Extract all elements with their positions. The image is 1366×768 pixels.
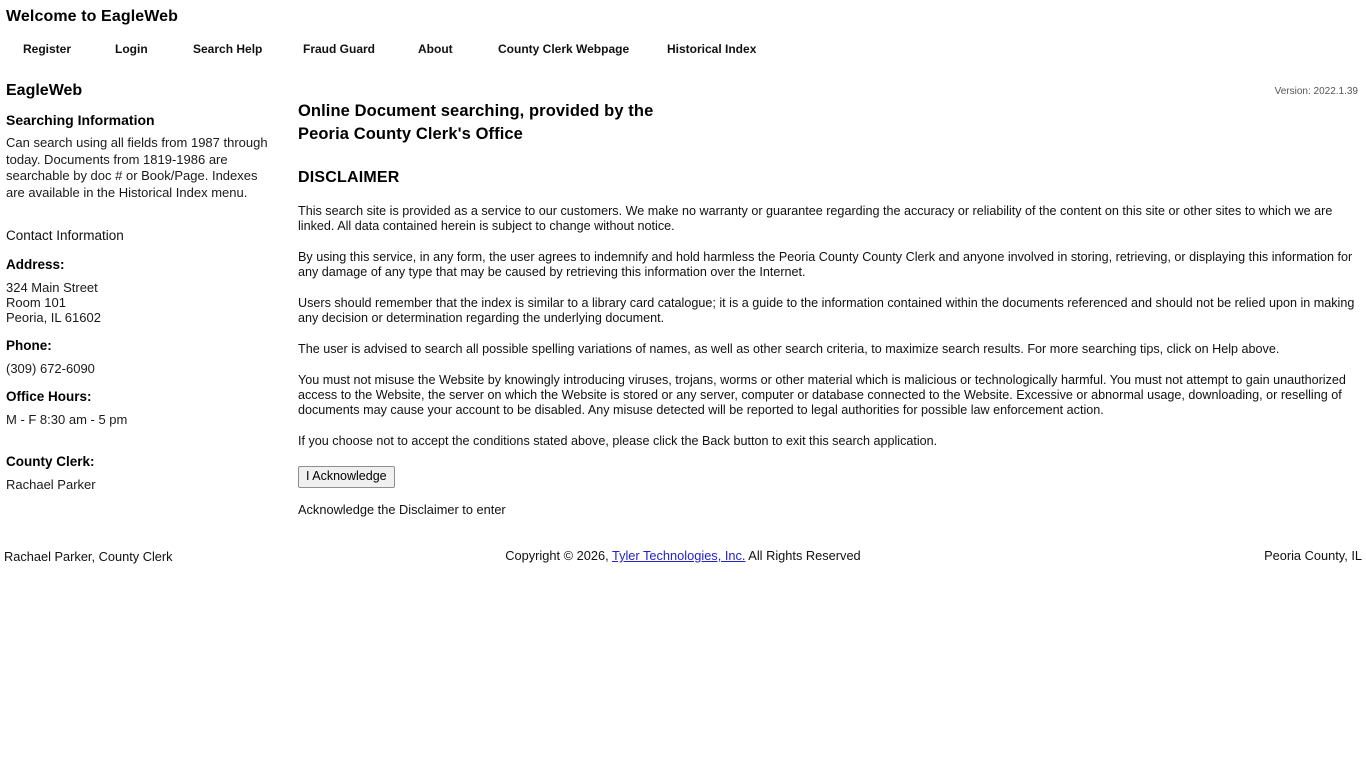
footer [0,548,1366,572]
main-title-line-1: Online Document searching, provided by the [298,102,654,120]
phone-value: (309) 672-6090 [6,361,95,376]
office-hours-label: Office Hours: [6,389,92,404]
nav-item-register[interactable]: Register [23,42,72,56]
office-hours-value: M - F 8:30 am - 5 pm [6,412,128,427]
page-title: Welcome to EagleWeb [6,8,179,25]
searching-information-heading: Searching Information [6,112,155,128]
main-nav [0,42,1366,62]
nav-item-county-clerk-webpage[interactable]: County Clerk Webpage [498,42,630,56]
tyler-technologies-link[interactable]: Tyler Technologies, Inc. [611,548,746,563]
footer-copyright [0,548,1366,563]
disclaimer-heading: DISCLAIMER [298,169,400,186]
address-label: Address: [6,257,65,272]
nav-item-login[interactable]: Login [115,42,148,56]
nav-item-historical-index[interactable]: Historical Index [667,42,757,56]
nav-item-search-help[interactable]: Search Help [193,42,263,56]
i-acknowledge-button[interactable]: I Acknowledge [298,466,395,488]
disclaimer-paragraph: By using this service, in any form, the user agrees to indemnify and hold harmless the Peoria County County Clerk and anyone involved in storing, retrieving, or displaying this information for any damage of any type that may be caused by retrieving this information over the Internet. [298,250,1353,279]
sidebar-spacer [0,427,290,441]
address-line-3: Peoria, IL 61602 [6,310,101,325]
sidebar [0,80,290,492]
disclaimer-paragraph: The user is advised to search all possible spelling variations of names, as well as other search criteria, to maximize search results. For more searching tips, click on Help above. [298,342,1280,356]
county-clerk-label: County Clerk: [6,454,95,469]
searching-information-body: Can search using all fields from 1987 through today. Documents from 1819-1986 are searchable by doc # or Book/Page. Indexes are available in the Historical Index menu. [6,135,268,200]
footer-copyright-prefix: Copyright © 2026, [505,548,612,563]
main-title [298,100,1358,146]
nav-item-fraud-guard[interactable]: Fraud Guard [303,42,376,56]
main-title-line-2: Peoria County Clerk's Office [298,125,523,143]
address-line-2: Room 101 [6,295,66,310]
version-label: Version: 2022.1.39 [1274,86,1358,97]
address-value [6,280,290,325]
address-line-1: 324 Main Street [6,280,98,295]
footer-county: Peoria County, IL [1264,548,1362,563]
disclaimer-paragraph: Users should remember that the index is similar to a library card catalogue; it is a guide to the information contained within the documents referenced and should not be relied upon in making any decision or determination regarding the underlying document. [298,296,1355,325]
acknowledge-note: Acknowledge the Disclaimer to enter [298,502,506,517]
disclaimer-paragraph: This search site is provided as a service to our customers. We make no warranty or guarantee regarding the accuracy or reliability of the content on this site or other sites to which we are linked. All data contained herein is subject to change without notice. [298,204,1333,233]
disclaimer-paragraph: If you choose not to accept the conditions stated above, please click the Back button to exit this search application. [298,434,938,448]
contact-information-heading: Contact Information [6,228,124,243]
footer-clerk-name: Rachael Parker, County Clerk [4,549,173,564]
county-clerk-value: Rachael Parker [6,477,96,492]
nav-item-about[interactable]: About [418,42,453,56]
phone-label: Phone: [6,338,52,353]
disclaimer-paragraph: You must not misuse the Website by knowingly introducing viruses, trojans, worms or other material which is malicious or technologically harmful. You must not attempt to gain unauthorized access to the Website, the server on which the Website is stored or any server, computer or database connected to the Website. Excessive or abnormal usage, downloading, or reselling of documents may cause your account to be disabled. Any misuse detected will be reported to legal authorities for possible law enforcement action. [298,373,1346,417]
footer-copyright-suffix: All Rights Reserved [745,548,861,563]
sidebar-brand: EagleWeb [6,82,83,99]
main-content [298,100,1358,517]
